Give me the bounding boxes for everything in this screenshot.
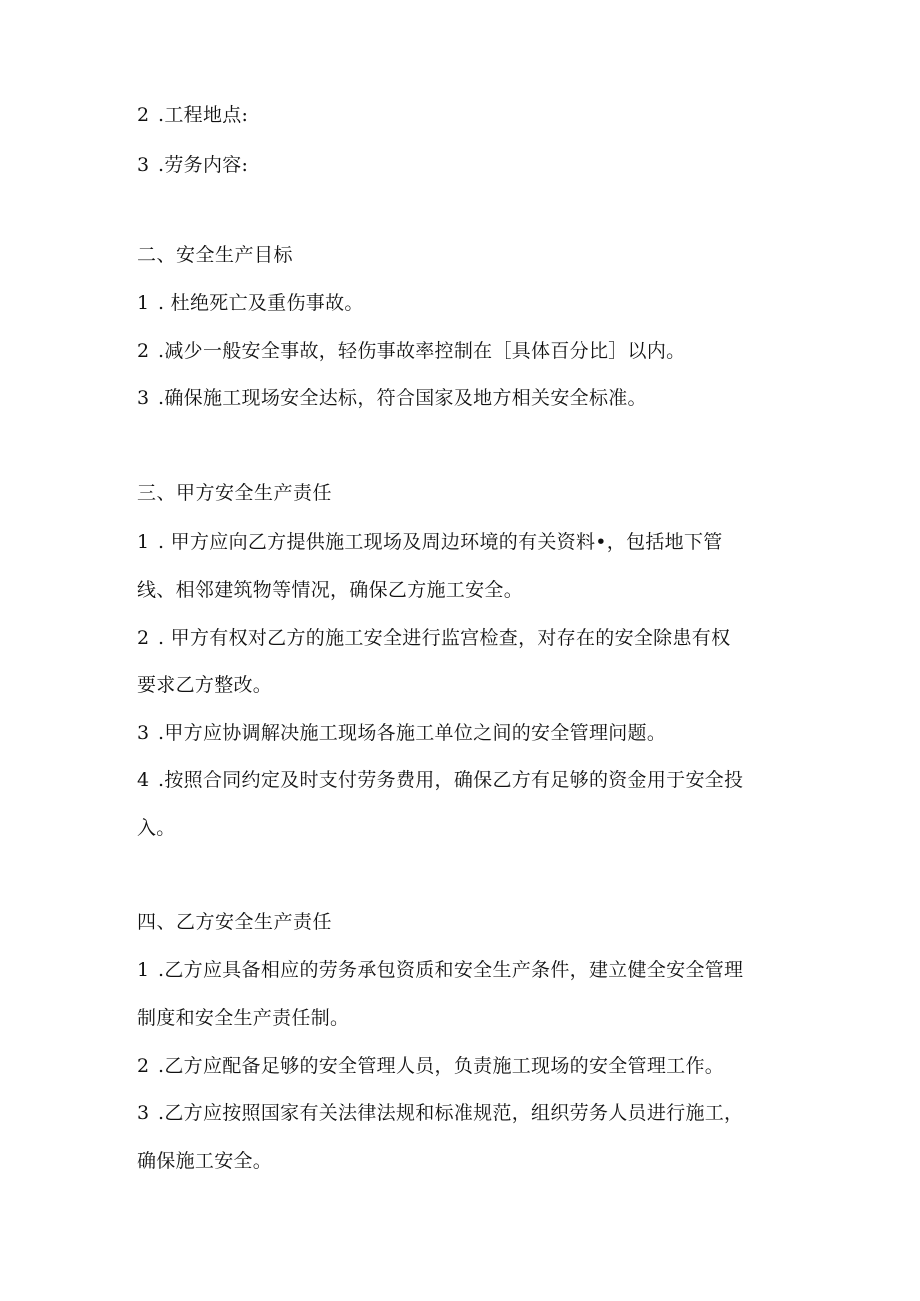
section-heading: 二、安全生产目标 — [137, 244, 294, 266]
list-item — [137, 721, 837, 745]
list-item — [137, 530, 837, 554]
list-item — [137, 339, 837, 363]
item-number: 2 — [137, 1055, 150, 1077]
item-number: 2 — [137, 104, 150, 126]
item-number: 3 — [137, 387, 150, 409]
list-item — [137, 103, 837, 127]
list-item-continuation: 制度和安全生产责任制。 — [137, 1007, 350, 1029]
item-text: . 杜绝死亡及重伤事故。 — [158, 292, 364, 314]
item-number: 1 — [137, 531, 150, 553]
item-text: .减少一般安全事故，轻伤事故率控制在［具体百分比］以内。 — [158, 340, 686, 362]
item-text: .工程地点: — [158, 104, 249, 126]
item-text: .乙方应配备足够的安全管理人员，负责施工现场的安全管理工作。 — [158, 1055, 725, 1077]
section-heading: 四、乙方安全生产责任 — [137, 911, 333, 933]
item-number: 3 — [137, 722, 150, 744]
item-text: .甲方应协调解决施工现场各施工单位之间的安全管理问题。 — [158, 722, 667, 744]
item-text: .乙方应具备相应的劳务承包资质和安全生产条件，建立健全安全管理 — [158, 959, 744, 981]
item-number: 2 — [137, 340, 150, 362]
list-item — [137, 1054, 837, 1078]
list-item-continuation: 线、相邻建筑物等情况，确保乙方施工安全。 — [137, 579, 524, 601]
item-number: 2 — [137, 627, 150, 649]
list-item-continuation: 要求乙方整改。 — [137, 674, 273, 696]
list-item — [137, 1101, 837, 1125]
list-item — [137, 626, 837, 650]
list-item-continuation: 确保施工安全。 — [137, 1150, 273, 1172]
item-number: 1 — [137, 959, 150, 981]
list-item — [137, 386, 837, 410]
list-item — [137, 291, 837, 315]
list-item — [137, 153, 837, 177]
section-heading: 三、甲方安全生产责任 — [137, 482, 333, 504]
list-item-continuation: 入。 — [137, 817, 176, 839]
list-item — [137, 768, 837, 792]
item-number: 3 — [137, 1102, 150, 1124]
list-item — [137, 958, 837, 982]
item-number: 1 — [137, 292, 150, 314]
item-text: .确保施工现场安全达标，符合国家及地方相关安全标准。 — [158, 387, 647, 409]
item-text: .按照合同约定及时支付劳务费用，确保乙方有足够的资金用于安全投 — [158, 769, 744, 791]
item-text: . 甲方有权对乙方的施工安全进行监宫检查，对存在的安全除患有权 — [158, 627, 731, 649]
item-number: 4 — [137, 769, 150, 791]
item-text: .乙方应按照国家有关法律法规和标准规范，组织劳务人员进行施工， — [158, 1102, 744, 1124]
item-text: .劳务内容: — [158, 154, 249, 176]
item-text: . 甲方应向乙方提供施工现场及周边环境的有关资料•，包括地下管 — [158, 531, 723, 553]
item-number: 3 — [137, 154, 150, 176]
